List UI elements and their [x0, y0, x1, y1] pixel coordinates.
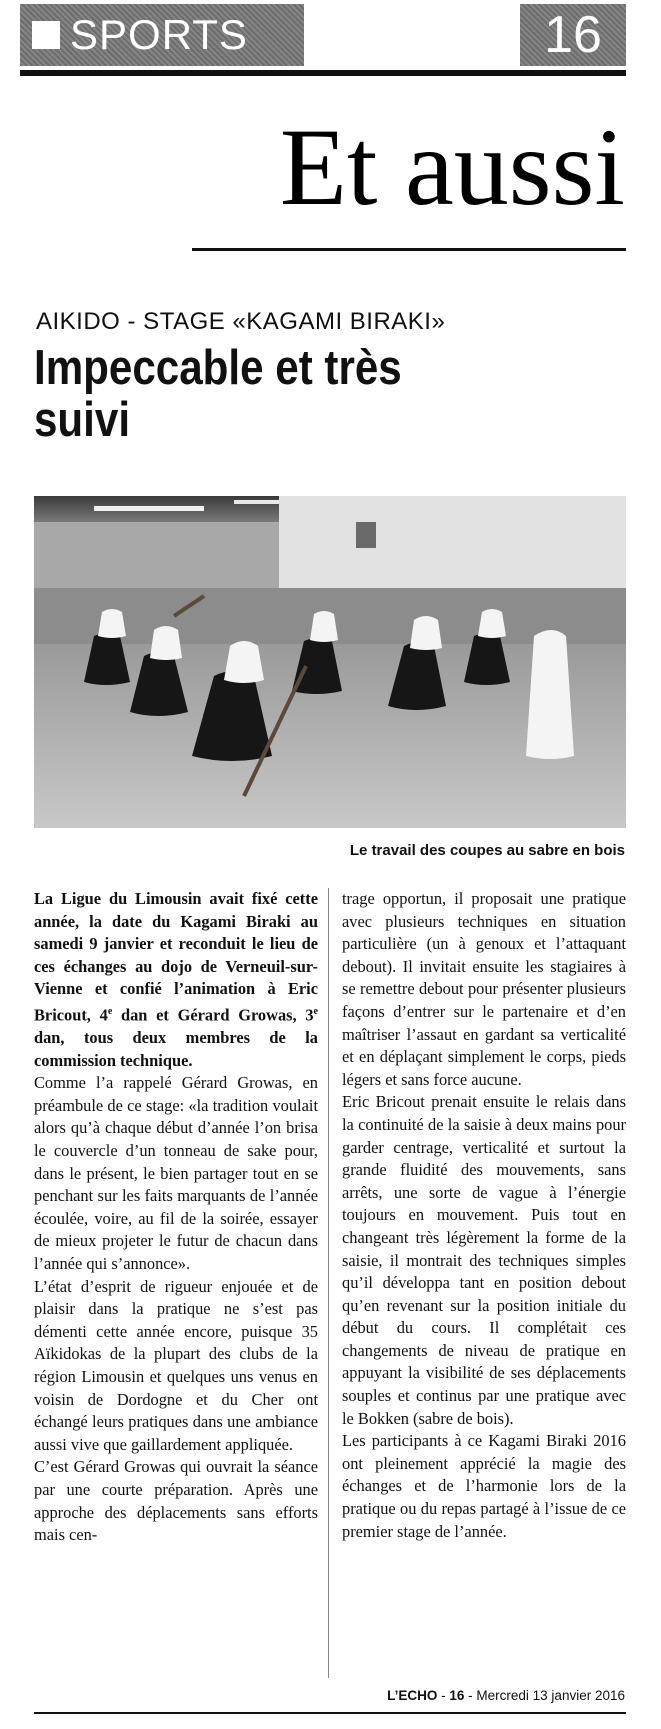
dojo-photo-illustration: [34, 496, 626, 828]
rubric-title: Et aussi: [279, 106, 625, 228]
article-headline: Impeccable et très suivi: [34, 341, 402, 447]
footer-separator: -: [464, 1688, 477, 1703]
article-lead: La Ligue du Limousin avait fixé cette année, la date du Kagami Biraki au samedi 9 janvier et reconduit le lieu de ces échanges au dojo de Verneuil-sur-Vienne et confié l’animation à Eric Bricout, 4e dan et Gérard Growas, 3e dan, tous deux membres de la commission technique.: [34, 889, 318, 1070]
article-column-right: [342, 888, 626, 1543]
footer-date: Mercredi 13 janvier 2016: [476, 1688, 625, 1703]
title-rule: [192, 248, 626, 251]
footer-rule: [34, 1712, 626, 1714]
article-paragraph: C’est Gérard Growas qui ouvrait la séance par une courte préparation. Après une approche des déplacements sans efforts mais cen-: [34, 1457, 318, 1545]
article-paragraph: L’état d’esprit de rigueur enjouée et de plaisir dans la pratique ne s’est pas démenti cette année encore, puisque 35 Aïkidokas de la plupart des clubs de la région Limousin et quelques uns venus en voisin de Dordogne et du Cher ont échangé leurs pratiques dans une ambiance aussi vive que gaillardement appliquée.: [34, 1276, 318, 1454]
section-label: SPORTS: [70, 11, 248, 58]
article-paragraph: Les participants à ce Kagami Biraki 2016 ont pleinement apprécié la magie des échanges et de l’harmonie lors de la pratique ou du repas partagé à l’issue de ce premier stage de l’année.: [342, 1431, 626, 1541]
header-rule: [20, 70, 626, 76]
article-paragraph: trage opportun, il proposait une pratique avec plusieurs techniques en situation particulière (un à genoux et l’attaquant debout). Il invitait ensuite les stagiaires à se remettre debout pour présenter plusieurs façons d’entrer sur le partenaire et d’en maîtriser l’assaut en gardant sa verticalité et en déplaçant simplement le corps, pieds légers et sans force aucune.: [342, 889, 626, 1089]
article-photo: [34, 496, 626, 828]
column-rule: [328, 888, 329, 1678]
footer-publication: L’ECHO: [387, 1688, 438, 1703]
page-footer: [0, 1688, 625, 1703]
article-kicker: AIKIDO - STAGE «KAGAMI BIRAKI»: [36, 308, 446, 335]
section-tab: [20, 4, 304, 66]
footer-separator: -: [437, 1688, 450, 1703]
section-square-icon: [32, 21, 60, 49]
page-header: [20, 0, 626, 84]
article-column-left: [34, 888, 318, 1547]
article-paragraph: Eric Bricout prenait ensuite le relais dans la continuité de la saisie à deux mains pour garder centrage, verticalité et surtout la grande fluidité des mouvements, sans arrêts, une sorte de vague à l’énergie toujours en mouvement. Puis tout en changeant très légèrement la forme de la saisie, il montrait des techniques simples qu’il développa tant en position debout qu’en revenant sur la position initiale du début du cours. Il complétait ces changements de niveau de pratique en appuyant la visibilité de ses déplacements souples et continus par une pratique avec le Bokken (sabre de bois).: [342, 1092, 626, 1428]
footer-page: 16: [449, 1688, 465, 1703]
page-number-box: [520, 4, 626, 66]
photo-caption: Le travail des coupes au sabre en bois: [349, 842, 625, 859]
article-paragraph: Comme l’a rappelé Gérard Growas, en préambule de ce stage: «la tradition voulait alors qu’à chaque début d’année l’on brisa le couvercle d’un tonneau de sake pour, dans le présent, le bien partager tout en se penchant sur les faits marquants de l’année écoulée, voire, au fil de la soirée, essayer de mieux projeter le futur de chacun dans l’année qui s’annonce».: [34, 1073, 318, 1273]
page-number: 16: [544, 6, 602, 64]
